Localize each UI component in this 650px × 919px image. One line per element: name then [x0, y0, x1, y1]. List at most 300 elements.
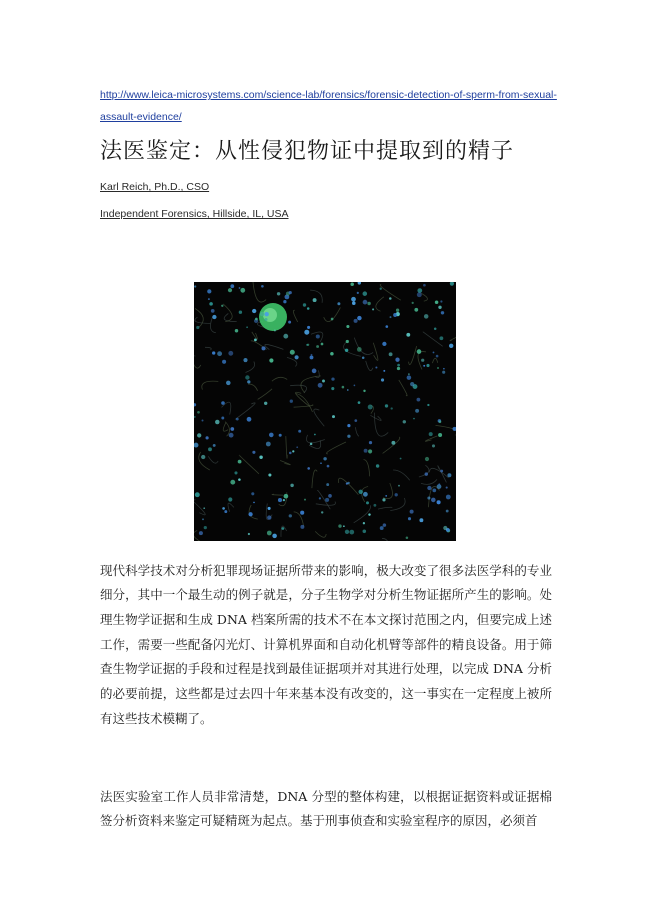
fluorescent-speckle	[368, 449, 372, 453]
fluorescent-speckle	[363, 492, 368, 497]
fluorescent-speckle	[342, 386, 345, 389]
fluorescent-speckle	[289, 514, 292, 517]
fiber-strand	[366, 361, 373, 371]
fluorescent-speckle	[314, 434, 316, 436]
fluorescent-speckle	[307, 326, 310, 329]
fiber-strand	[199, 452, 210, 470]
page-title: 法医鉴定：从性侵犯物证中提取到的精子	[100, 139, 515, 164]
fluorescent-speckle	[321, 343, 324, 346]
fluorescent-speckle	[434, 327, 437, 330]
fluorescent-speckle	[332, 415, 335, 418]
fluorescent-speckle	[446, 510, 449, 513]
fluorescent-speckle	[343, 525, 345, 527]
fluorescent-speckle	[442, 371, 445, 374]
fluorescent-speckle	[331, 377, 334, 380]
fiber-strand	[202, 381, 218, 389]
fluorescent-speckle	[437, 367, 439, 369]
fluorescent-speckle	[433, 351, 435, 353]
fluorescent-speckle	[345, 349, 348, 352]
fiber-strand	[374, 413, 388, 437]
fluorescent-speckle	[303, 303, 306, 306]
fluorescent-speckle	[300, 525, 304, 529]
fluorescent-speckle	[450, 282, 454, 286]
fluorescent-speckle	[363, 530, 367, 534]
fiber-strand	[409, 346, 417, 365]
fluorescent-speckle	[385, 325, 388, 328]
fiber-strand	[421, 479, 437, 484]
fiber-strand	[378, 507, 392, 509]
fiber-strand	[224, 314, 237, 322]
fluorescent-speckle	[300, 511, 304, 515]
fluorescent-speckle	[229, 433, 234, 438]
fluorescent-speckle	[389, 352, 393, 356]
fluorescent-speckle	[252, 309, 256, 313]
fluorescent-speckle	[288, 321, 291, 324]
fluorescent-speckle	[440, 470, 443, 473]
fluorescent-speckle	[261, 346, 265, 350]
fluorescent-speckle	[290, 350, 295, 355]
body-paragraph-1: 现代科学技术对分析犯罪现场证据所带来的影响，极大改变了很多法医学科的专业细分，其中一个最生动的例子就是，分子生物学对分析生物证据所产生的影响。处理生物学证据和生成 DNA 档案所需的技术不在本文探讨范围之内，但要完成上述工作，需要一些配备闪光灯、计算机界面和自动化机臂等部件的精良设备。用于筛查生物学证据的手段和过程是找到最佳证据项并对其进行处理，以完成 DNA 分析的必要前提，这些都是过去四十年来基本没有改变的，这一事实在一定程度上被所有这些技术模糊了。	[100, 562, 552, 726]
fluorescent-speckle	[440, 336, 444, 340]
fluorescent-speckle	[383, 370, 385, 372]
fluorescent-speckle	[222, 507, 225, 510]
fluorescent-speckle	[449, 344, 453, 348]
fluorescent-speckle	[322, 380, 325, 383]
fiber-strand	[382, 539, 389, 541]
fluorescent-speckle	[408, 373, 410, 375]
fluorescent-speckle	[372, 308, 374, 310]
fluorescent-speckle	[351, 297, 356, 302]
fluorescent-speckle	[215, 420, 220, 425]
fluorescent-speckle	[212, 351, 215, 354]
fluorescent-speckle	[226, 381, 231, 386]
fluorescent-speckle	[415, 409, 419, 413]
fiber-strand	[286, 436, 287, 458]
fluorescent-speckle	[400, 458, 402, 460]
fluorescent-speckle	[358, 282, 361, 285]
fluorescent-speckle	[427, 496, 430, 499]
fiber-strand	[364, 460, 370, 477]
fluorescent-speckle	[201, 419, 203, 421]
fluorescent-speckle	[224, 510, 227, 513]
fluorescent-speckle	[425, 472, 428, 475]
body-paragraph-2: 法医实验室工作人员非常清楚，DNA 分型的整体构建，以根据证据资料或证据棉签分析资料来鉴定可疑精斑为起点。基于刑事侦查和实验室程序的原因，必须首	[100, 788, 552, 829]
fluorescent-speckle	[306, 344, 308, 346]
fluorescent-speckle	[318, 383, 323, 388]
fiber-strand	[327, 442, 346, 454]
fluorescent-speckle	[311, 354, 313, 356]
fiber-strand	[429, 468, 448, 477]
fiber-strand	[272, 377, 287, 381]
fluorescent-speckle	[346, 340, 349, 343]
fluorescent-speckle	[338, 524, 341, 527]
fiber-strand	[301, 376, 321, 393]
fluorescent-speckle	[431, 498, 436, 503]
fluorescent-speckle	[194, 416, 196, 418]
fluorescent-speckle	[363, 390, 365, 392]
fluorescent-speckle	[395, 493, 398, 496]
fluorescent-speckle	[202, 518, 204, 520]
fluorescent-speckle	[307, 307, 310, 310]
fluorescent-speckle	[357, 347, 362, 352]
fluorescent-speckle	[290, 400, 293, 403]
fluorescent-speckle	[389, 297, 392, 300]
fiber-strand	[315, 531, 326, 537]
fluorescent-speckle	[391, 441, 395, 445]
fluorescent-speckle	[446, 487, 448, 489]
fluorescent-speckle	[358, 490, 362, 494]
fluorescent-speckle	[228, 497, 232, 501]
fluorescent-speckle	[239, 311, 242, 314]
fiber-strand	[314, 409, 325, 426]
fluorescent-speckle	[194, 403, 196, 406]
fiber-strand	[228, 503, 234, 512]
fluorescent-speckle	[323, 457, 326, 460]
fluorescent-speckle	[304, 499, 306, 501]
fluorescent-speckle	[310, 355, 314, 359]
fluorescent-speckle	[446, 495, 451, 500]
fluorescent-speckle	[354, 319, 358, 323]
fluorescent-speckle	[245, 375, 249, 379]
fluorescent-speckle	[375, 366, 377, 368]
fluorescent-speckle	[194, 443, 198, 448]
fiber-strand	[210, 317, 215, 332]
fluorescent-speckle	[385, 495, 387, 497]
fluorescent-speckle	[410, 382, 414, 386]
fluorescent-speckle	[228, 351, 233, 356]
fiber-strand	[338, 478, 358, 495]
fiber-strand	[425, 436, 437, 441]
fluorescent-speckle	[410, 510, 414, 514]
fluorescent-speckle	[298, 430, 301, 433]
fluorescent-speckle	[432, 489, 436, 493]
fluorescent-speckle	[203, 507, 205, 509]
fluorescent-speckle	[212, 315, 216, 319]
fluorescent-speckle	[206, 436, 209, 439]
fluorescent-speckle	[278, 498, 282, 502]
fluorescent-speckle	[397, 367, 400, 370]
fiber-strand	[252, 332, 258, 339]
fluorescent-speckle	[269, 433, 274, 438]
fluorescent-speckle	[267, 515, 271, 519]
fluorescent-speckle	[254, 338, 257, 341]
fluorescent-speckle	[211, 309, 215, 313]
fluorescent-speckle	[417, 292, 422, 297]
fluorescent-speckle	[197, 411, 200, 414]
fluorescent-speckle	[367, 302, 370, 305]
fluorescent-speckle	[354, 385, 356, 387]
fluorescent-speckle	[385, 404, 388, 407]
fluorescent-speckle	[337, 302, 340, 305]
fluorescent-speckle	[238, 460, 242, 464]
fiber-strand	[205, 347, 211, 350]
fiber-strand	[239, 455, 259, 474]
fiber-strand	[248, 384, 258, 391]
fluorescent-speckle	[352, 301, 356, 305]
fluorescent-speckle	[406, 333, 410, 337]
fluorescent-speckle	[296, 446, 298, 448]
fluorescent-speckle	[238, 478, 241, 481]
fluorescent-speckle	[345, 530, 349, 534]
fluorescent-speckle	[253, 502, 255, 504]
fluorescent-speckle	[261, 285, 264, 288]
fluorescent-speckle	[429, 432, 433, 436]
microscopy-image-svg	[194, 282, 456, 541]
fluorescent-speckle	[247, 380, 250, 383]
fluorescent-speckle	[234, 471, 237, 474]
fiber-strand	[208, 456, 218, 463]
fiber-strand	[354, 505, 371, 522]
fluorescent-speckle	[207, 289, 211, 293]
fluorescent-speckle	[380, 288, 382, 290]
affiliation-line: Independent Forensics, Hillside, IL, USA	[100, 208, 289, 220]
fluorescent-speckle	[236, 418, 239, 421]
fluorescent-speckle	[347, 435, 350, 438]
fluorescent-speckle	[391, 407, 393, 409]
fluorescent-speckle	[199, 531, 203, 535]
fluorescent-speckle	[295, 355, 299, 359]
fluorescent-speckle	[252, 451, 255, 454]
fluorescent-speckle	[376, 464, 379, 467]
fiber-strand	[306, 435, 324, 443]
fluorescent-speckle	[427, 404, 429, 406]
fluorescent-speckle	[316, 334, 320, 338]
fluorescent-speckle	[260, 312, 264, 316]
fluorescent-speckle	[195, 492, 200, 497]
fluorescent-speckle	[369, 441, 372, 444]
fluorescent-speckle	[246, 326, 248, 328]
fiber-strand	[249, 505, 258, 519]
fluorescent-speckle	[264, 318, 267, 321]
fluorescent-speckle	[248, 533, 250, 535]
fluorescent-speckle	[362, 357, 365, 360]
fiber-strand	[399, 380, 407, 396]
fluorescent-speckle	[325, 498, 329, 502]
fluorescent-speckle	[382, 342, 386, 346]
fluorescent-speckle	[358, 401, 361, 404]
fluorescent-speckle	[368, 405, 373, 410]
fluorescent-speckle	[228, 288, 232, 292]
fluorescent-speckle	[319, 497, 321, 499]
fluorescent-speckle	[421, 359, 424, 362]
fluorescent-speckle	[282, 527, 285, 530]
fluorescent-speckle	[331, 387, 334, 390]
fiber-strand	[383, 483, 392, 499]
fluorescent-speckle	[453, 427, 456, 431]
fluorescent-speckle	[346, 325, 349, 328]
fluorescent-speckle	[222, 360, 226, 364]
fluorescent-speckle	[240, 288, 245, 293]
fluorescent-speckle	[230, 427, 234, 431]
fluorescent-speckle	[438, 483, 440, 485]
fluorescent-speckle	[283, 334, 288, 339]
fluorescent-speckle	[269, 358, 273, 362]
fluorescent-speckle	[235, 329, 238, 332]
fluorescent-speckle	[347, 424, 350, 427]
fluorescent-speckle	[368, 513, 370, 515]
fluorescent-speckle	[266, 442, 271, 447]
fluorescent-speckle	[331, 318, 334, 321]
fluorescent-speckle	[349, 530, 354, 535]
fluorescent-speckle	[447, 473, 451, 477]
fluorescent-speckle	[408, 517, 411, 520]
fluorescent-speckle	[327, 465, 330, 468]
fiber-strand	[312, 470, 317, 488]
fluorescent-speckle	[407, 375, 412, 380]
fluorescent-speckle	[221, 417, 224, 420]
fluorescent-speckle	[320, 462, 322, 464]
fluorescent-speckle	[201, 455, 205, 459]
fiber-strand	[383, 437, 400, 453]
fiber-strand	[246, 362, 255, 373]
fluorescent-speckle	[380, 526, 384, 530]
fluorescent-speckle	[284, 494, 289, 499]
fluorescent-speckle	[304, 330, 309, 335]
fluorescent-speckle	[423, 365, 425, 367]
fluorescent-speckle	[347, 389, 349, 391]
fluorescent-speckle	[443, 526, 447, 530]
fluorescent-speckle	[221, 305, 223, 307]
fluorescent-speckle	[373, 504, 376, 507]
fluorescent-speckle	[382, 498, 385, 501]
fiber-strand	[354, 338, 373, 355]
source-url-link[interactable]: http://www.leica-microsystems.com/science-lab/forensics/forensic-detection-of-sperm-from-sexual-assault-evidence/	[100, 89, 557, 123]
fluorescent-speckle	[197, 433, 201, 437]
fluorescent-speckle	[221, 401, 225, 405]
fluorescent-speckle	[217, 351, 222, 356]
fluorescent-speckle	[350, 282, 354, 286]
fluorescent-speckle	[316, 345, 319, 348]
fiber-strand	[225, 422, 229, 437]
fluorescent-speckle	[313, 298, 317, 302]
fluorescent-speckle	[381, 378, 384, 381]
fluorescent-speckle	[279, 434, 282, 437]
fiber-strand	[272, 494, 283, 495]
fluorescent-speckle	[363, 291, 368, 296]
fluorescent-speckle	[267, 531, 272, 536]
fiber-strand	[253, 282, 266, 302]
fiber-strand	[280, 461, 290, 465]
fluorescent-speckle	[397, 364, 400, 367]
fluorescent-speckle	[438, 433, 442, 437]
fluorescent-speckle	[230, 480, 235, 485]
fluorescent-speckle	[366, 501, 369, 504]
fiber-strand	[432, 358, 437, 363]
fiber-strand	[355, 427, 359, 436]
fiber-strand	[194, 499, 205, 514]
fluorescent-speckle	[194, 285, 196, 287]
fluorescent-speckle	[425, 457, 429, 461]
fluorescent-speckle	[398, 485, 400, 487]
fluorescent-speckle	[330, 352, 334, 356]
fluorescent-speckle	[440, 300, 442, 302]
fluorescent-speckle	[292, 450, 294, 452]
fluorescent-speckle	[417, 349, 422, 354]
fluorescent-speckle	[439, 421, 442, 424]
fiber-strand	[376, 297, 384, 312]
fluorescent-speckle	[196, 326, 199, 329]
fluorescent-speckle	[259, 456, 262, 459]
fluorescent-speckle	[268, 473, 271, 476]
fluorescent-speckle	[432, 444, 435, 447]
fluorescent-speckle	[321, 511, 323, 513]
fluorescent-speckle	[354, 419, 357, 422]
fluorescent-speckle	[243, 358, 247, 362]
fluorescent-speckle	[441, 311, 444, 314]
fluorescent-speckle	[419, 518, 423, 522]
fluorescent-speckle	[213, 444, 216, 447]
fluorescent-speckle	[413, 418, 415, 420]
fluorescent-speckle	[395, 358, 399, 362]
fiber-strand	[450, 330, 456, 340]
fluorescent-speckle	[438, 306, 441, 309]
fluorescent-speckle	[283, 499, 285, 501]
fluorescent-speckle	[393, 313, 397, 317]
fiber-strand	[258, 389, 272, 400]
fluorescent-speckle	[247, 417, 252, 422]
fluorescent-speckle	[209, 302, 213, 306]
fluorescent-speckle	[383, 523, 387, 527]
author-line: Karl Reich, Ph.D., CSO	[100, 181, 210, 193]
fluorescent-speckle	[427, 486, 431, 490]
fluorescent-speckle	[363, 522, 365, 524]
fluorescent-speckle	[436, 355, 439, 358]
fluorescent-speckle	[443, 368, 445, 370]
fluorescent-speckle	[208, 447, 212, 451]
fluorescent-speckle	[265, 312, 269, 316]
fluorescent-speckle	[417, 288, 422, 293]
fluorescent-speckle	[289, 452, 292, 455]
fluorescent-speckle	[239, 287, 241, 289]
fluorescent-speckle	[268, 507, 271, 510]
fluorescent-speckle	[312, 369, 317, 374]
fiber-strand	[421, 293, 427, 301]
fluorescent-speckle	[435, 300, 439, 304]
fluorescent-speckle	[248, 512, 252, 516]
fluorescent-speckle	[208, 298, 210, 300]
fluorescent-speckle	[283, 300, 286, 303]
fiber-strand	[194, 352, 201, 368]
fluorescent-speckle	[289, 291, 292, 294]
fluorescent-speckle	[204, 526, 207, 529]
fluorescent-speckle	[406, 536, 409, 539]
fiber-strand	[235, 403, 255, 420]
fluorescent-speckle	[310, 443, 313, 446]
fiber-strand	[265, 344, 284, 349]
fluorescent-speckle	[396, 309, 399, 312]
fluorescent-speckle	[230, 284, 234, 288]
fluorescent-speckle	[426, 364, 429, 367]
fiber-strand	[373, 343, 378, 361]
fluorescent-speckle	[424, 314, 429, 319]
fiber-strand	[438, 466, 447, 483]
fluorescent-speckle	[423, 284, 426, 287]
fluorescent-speckle	[364, 449, 368, 453]
fluorescent-speckle	[255, 318, 258, 321]
fluorescent-speckle	[412, 302, 414, 304]
fluorescent-speckle	[326, 483, 329, 486]
fluorescent-speckle	[390, 316, 392, 318]
fluorescent-speckle	[417, 398, 421, 402]
fluorescent-speckle	[363, 300, 368, 305]
fluorescent-speckle	[274, 330, 276, 332]
fluorescent-speckle	[290, 484, 293, 487]
fluorescent-speckle	[437, 500, 441, 504]
fluorescent-speckle	[403, 420, 406, 423]
fluorescent-speckle	[357, 292, 359, 294]
fiber-strand	[393, 470, 410, 480]
fluorescent-speckle	[347, 482, 349, 484]
